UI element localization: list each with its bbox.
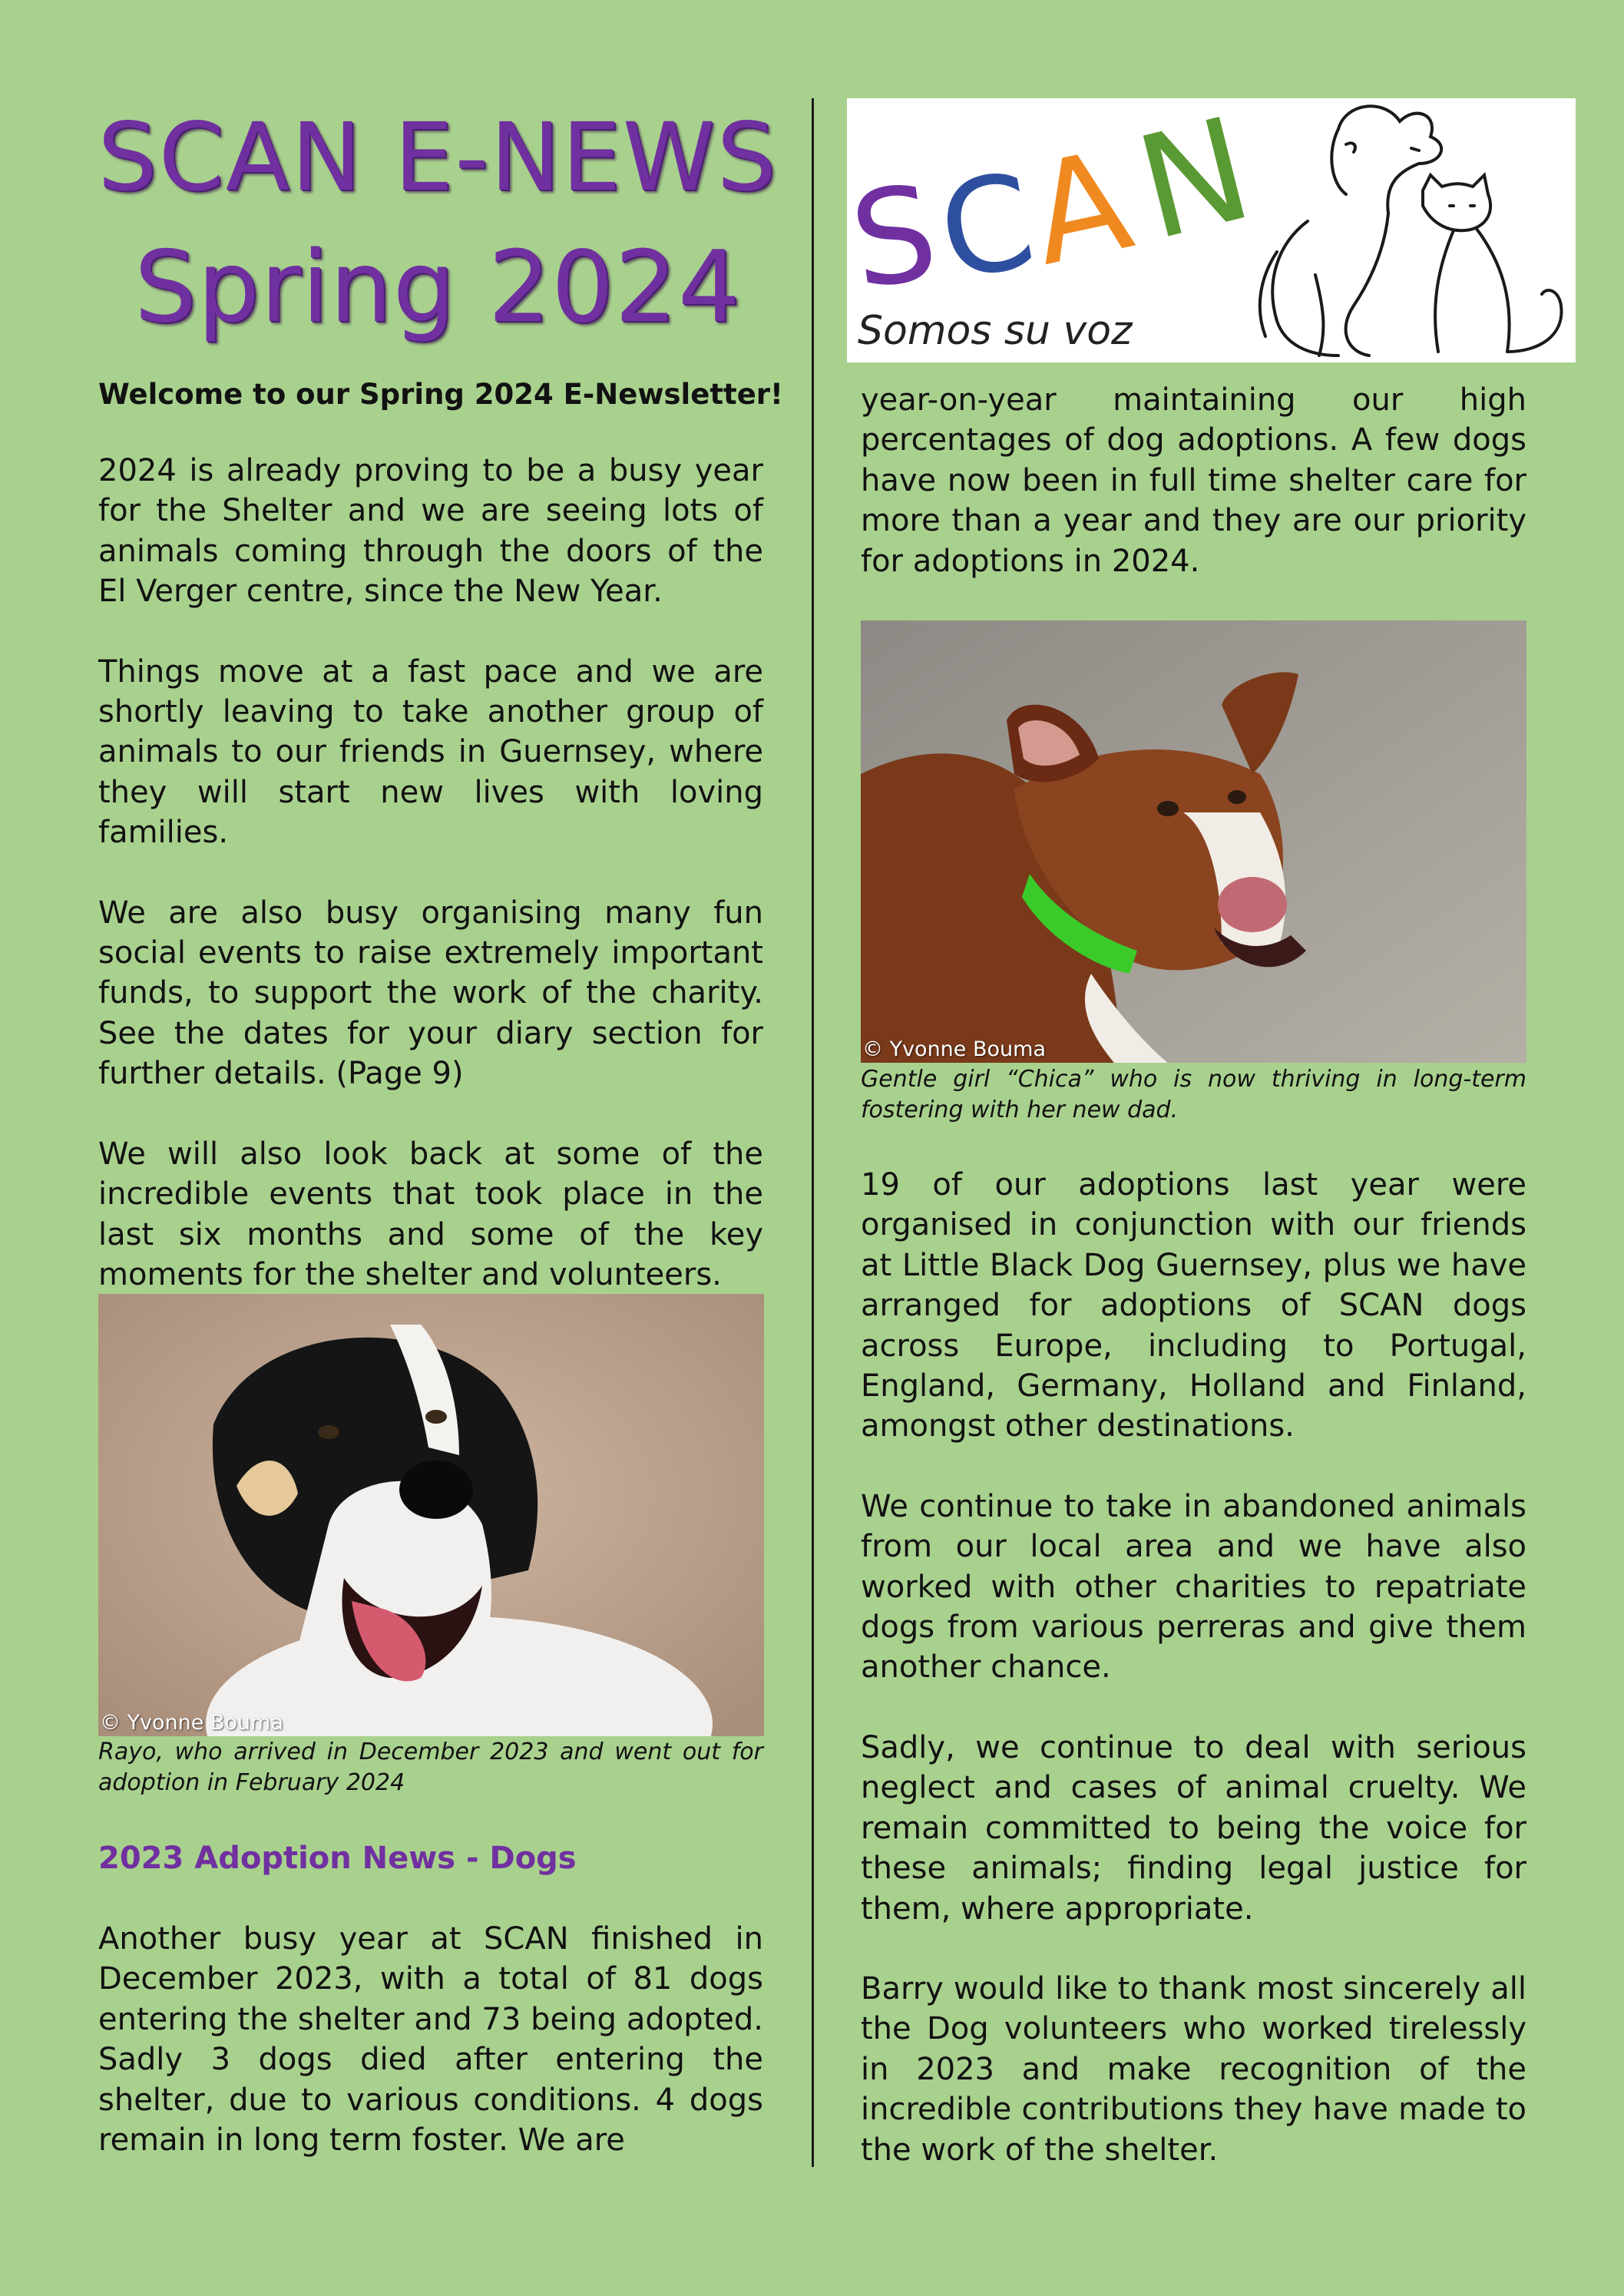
logo-letter-s: S bbox=[847, 157, 946, 319]
column-divider bbox=[812, 98, 814, 2167]
masthead-season: Spring 2024 bbox=[134, 230, 742, 345]
rayo-dog-image bbox=[98, 1294, 764, 1736]
intro-text bbox=[98, 451, 763, 1335]
dog-sketch-icon bbox=[1260, 106, 1441, 356]
cat-sketch-icon bbox=[1423, 175, 1561, 352]
adoption-paragraph: year-on-year maintaining our high percentages of dog adoptions. A few dogs have now been in full time shelter care for more than a year and they are our priority for adoptions in 2024. bbox=[861, 382, 1526, 579]
photo-chica-caption: Gentle girl “Chica” who is now thriving in long-term fostering with her new dad. bbox=[861, 1066, 1526, 1123]
welcome-heading: Welcome to our Spring 2024 E-Newsletter! bbox=[98, 378, 783, 411]
chica-dog-image bbox=[861, 620, 1526, 1063]
intro-paragraph: We will also look back at some of the incredible events that took place in the last six months and some of the key moments for the shelter and volunteers. bbox=[98, 1136, 763, 1292]
masthead bbox=[73, 92, 802, 353]
intro-paragraph: 2024 is already proving to be a busy year for the Shelter and we are seeing lots of animals coming through the doors of the El Verger centre, since the New Year. bbox=[98, 453, 763, 610]
adoption-paragraph: Sadly, we continue to deal with serious neglect and cases of animal cruelty. We remain committed to being the voice for these animals; finding legal justice for them, where appropriate. bbox=[861, 1729, 1526, 1927]
intro-paragraph: Things move at a fast pace and we are shortly leaving to take another group of animals to our friends in Guernsey, where they will start new lives with loving families. bbox=[98, 653, 763, 851]
photo-chica bbox=[861, 620, 1526, 1063]
adoption-text-right-top bbox=[861, 380, 1526, 621]
intro-paragraph: We are also busy organising many fun social events to raise extremely important funds, to support the work of the charity. See the dates for your diary section for further details. (Page 9) bbox=[98, 895, 763, 1092]
photo-rayo-caption: Rayo, who arrived in December 2023 and went out for adoption in February 2024 bbox=[98, 1739, 763, 1796]
logo-tagline: Somos su voz bbox=[858, 308, 1133, 354]
adoption-paragraph: Another busy year at SCAN finished in December 2023, with a total of 81 dogs entering the shelter and 73 being adopted. Sadly 3 dogs died after entering the shelter, due to various conditions. 4 dogs remain in long term foster. We are bbox=[98, 1921, 763, 2159]
adoption-text-left bbox=[98, 1919, 763, 2160]
photo-rayo bbox=[98, 1294, 764, 1736]
adoption-paragraph: Barry would like to thank most sincerely all the Dog volunteers who worked tirelessly in 2023 and make recognition of the incredible contributions they have made to the work of the shelter. bbox=[861, 1970, 1526, 2168]
scan-logo-graphic bbox=[847, 98, 1576, 362]
photo-credit: © Yvonne Bouma bbox=[862, 1037, 1046, 1061]
logo-letter-a: A bbox=[1017, 120, 1144, 297]
section-heading-adoption-news: 2023 Adoption News - Dogs bbox=[98, 1841, 577, 1876]
adoption-text-right bbox=[861, 1165, 1526, 2170]
adoption-paragraph: 19 of our adoptions last year were organised in conjunction with our friends at Little Black Dog Guernsey, plus we have arranged for adoptions of SCAN dogs across Europe, including to Portugal, England, Germany, Holland and Finland, amongst other destinations. bbox=[861, 1167, 1526, 1444]
photo-credit: © Yvonne Bouma bbox=[100, 1711, 283, 1735]
masthead-title: SCAN E-NEWS bbox=[98, 103, 778, 212]
adoption-paragraph: We continue to take in abandoned animals from our local area and we have also worked with other charities to repatriate dogs from various perreras and give them another chance. bbox=[861, 1488, 1526, 1686]
logo-letter-n: N bbox=[1123, 98, 1266, 273]
scan-logo bbox=[847, 98, 1576, 362]
logo-letter-c: C bbox=[928, 144, 1045, 310]
